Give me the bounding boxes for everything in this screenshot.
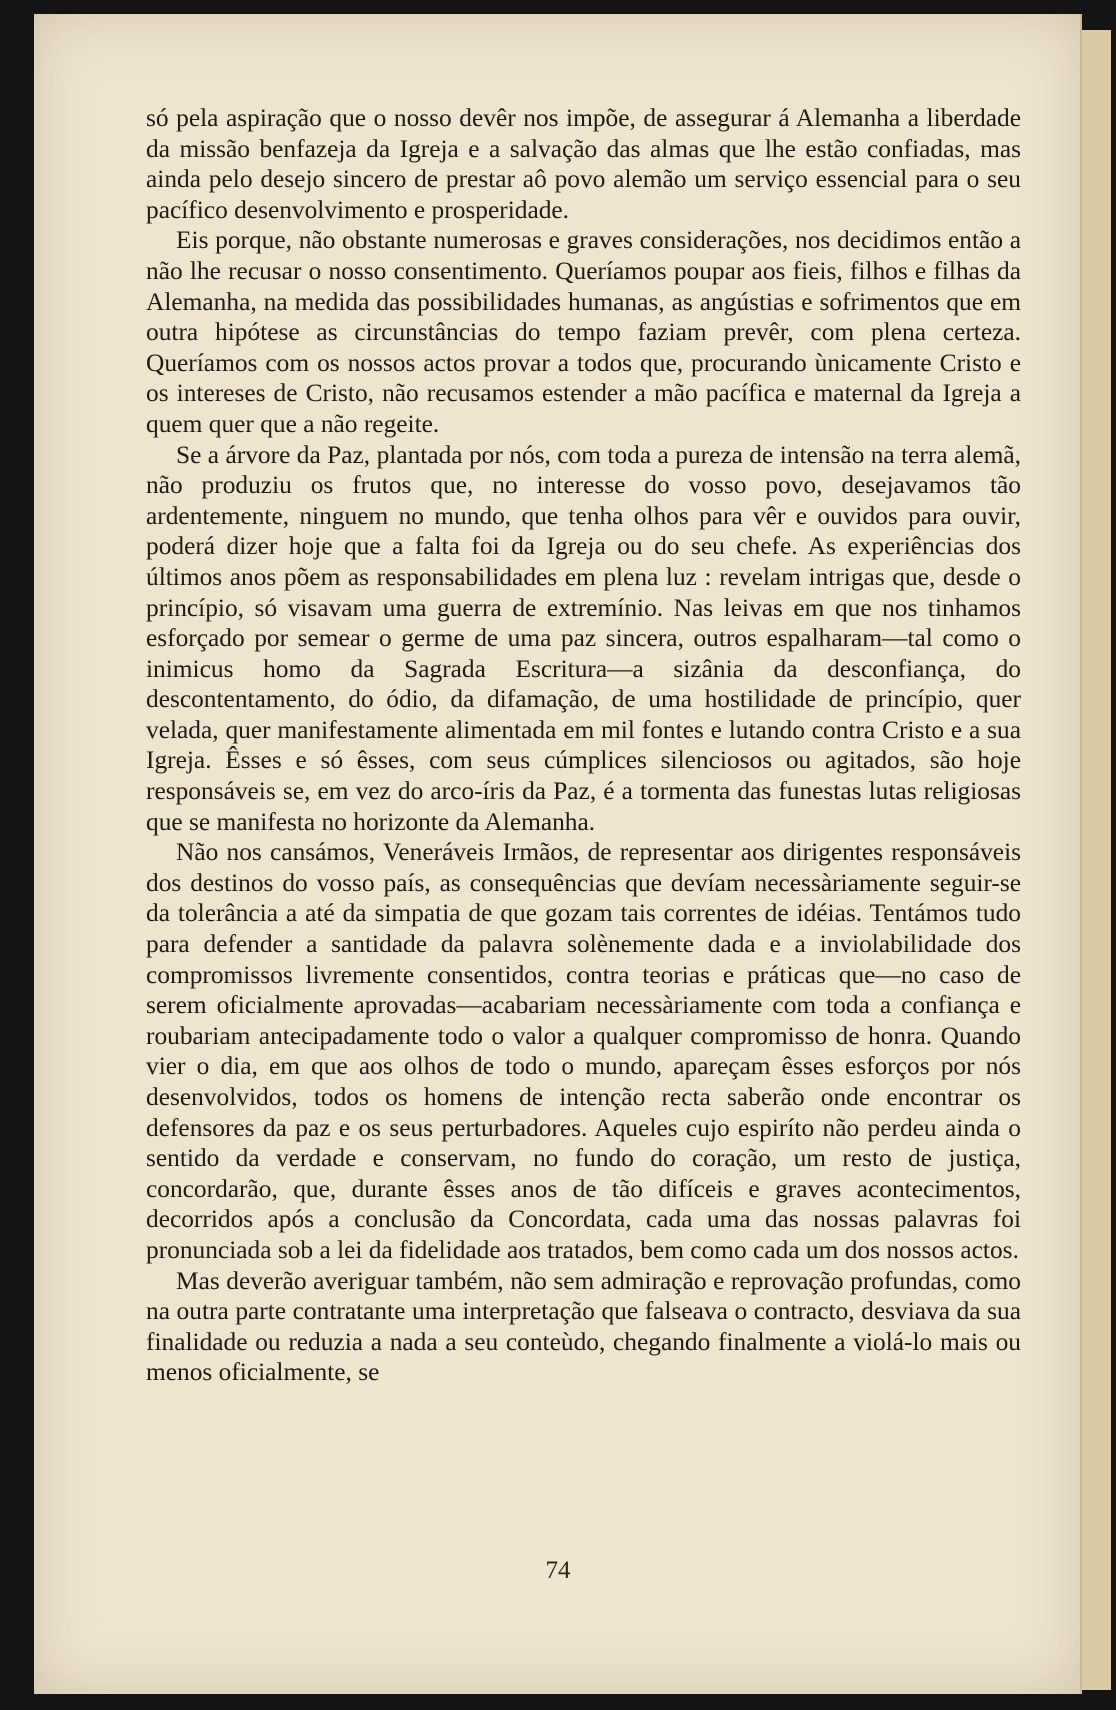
paragraph-2: Eis porque, não obstante numerosas e graves considerações, nos decidimos então a não lhe recusar o nosso consentimento. Queríamos poupar aos fieis, filhos e filhas da Alemanha, na medida das possibilidades humanas, as angústias e sofrimentos que em outra hipótese as circunstâncias do tempo faziam prevêr, com plena certeza. Queríamos com os nossos actos provar a todos que, procurando ùnicamente Cristo e os intereses de Cristo, não recusamos estender a mão pacífica e maternal da Igreja a quem quer que a não regeite. [146,226,1021,438]
paragraph-4: Não nos cansámos, Veneráveis Irmãos, de representar aos dirigentes responsáveis dos destinos do vosso país, as consequências que devíam necessàriamente seguir-se da tolerância a até da simpatia de que gozam tais correntes de idéias. Tentámos tudo para defender a santidade da palavra solènemente dada e a inviolabilidade dos compromissos livremente consentidos, contra teorias e práticas que—no caso de serem oficialmente aprovadas—acabariam necessàriamente com toda a confiança e roubariam antecipadamente todo o valor a qualquer compromisso de honra. Quando vier o dia, em que aos olhos de todo o mundo, apareçam êsses esforços por nós desenvolvidos, todos os homens de intenção recta saberão onde encontrar os defensores da paz e os seus perturbadores. Aqueles cujo espiríto não perdeu ainda o sentido da verdade e conservam, no fundo do coração, um resto de justiça, concordarão, que, durante êsses anos de tão difíceis e graves acontecimentos, decorridos após a conclusão da Concordata, cada uma das nossas palavras foi pronunciada sob a lei da fidelidade aos tratados, bem como cada um dos nossos actos. [146,838,1021,1264]
body-text [146,103,1021,1388]
next-page-edge [1080,30,1111,1690]
paragraph-1: só pela aspiração que o nosso devêr nos impõe, de assegurar á Alemanha a liberdade da missão benfazeja da Igreja e a salvação das almas que lhe estão confiadas, mas ainda pelo desejo sincero de prestar aô povo alemão um serviço essencial para o seu pacífico desenvolvimento e prosperidade. [146,104,1021,224]
paragraph-5: Mas deverão averiguar também, não sem admiração e reprovação profundas, como na outra parte contratante uma interpretação que falseava o contracto, desviava da sua finalidade ou reduzia a nada a seu conteùdo, chegando finalmente a violá-lo mais ou menos oficialmente, se [146,1266,1021,1387]
page-number: 74 [545,1557,571,1584]
paragraph-3: Se a árvore da Paz, plantada por nós, com toda a pureza de intensão na terra alemã, não produziu os frutos que, no interesse do vosso povo, desejavamos tão ardentemente, ninguem no mundo, que tenha olhos para vêr e ouvidos para ouvir, poderá dizer hoje que a falta foi da Igreja ou do seu chefe. As experiências dos últimos anos põem as responsabilidades em plena luz : revelam intrigas que, desde o princípio, só visavam uma guerra de extremínio. Nas leivas em que nos tinhamos esforçado por semear o germe de uma paz sincera, outros espalharam—tal como o inimicus homo da Sagrada Escritura—a sizânia da desconfiança, do descontentamento, do ódio, da difamação, de uma hostilidade de princípio, quer velada, quer manifestamente alimentada em mil fontes e lutando contra Cristo e a sua Igreja. Êsses e só êsses, com seus cúmplices silenciosos ou agitados, são hoje responsáveis se, em vez do arco-íris da Paz, é a tormenta das funestas lutas religiosas que se manifesta no horizonte da Alemanha. [146,440,1021,836]
